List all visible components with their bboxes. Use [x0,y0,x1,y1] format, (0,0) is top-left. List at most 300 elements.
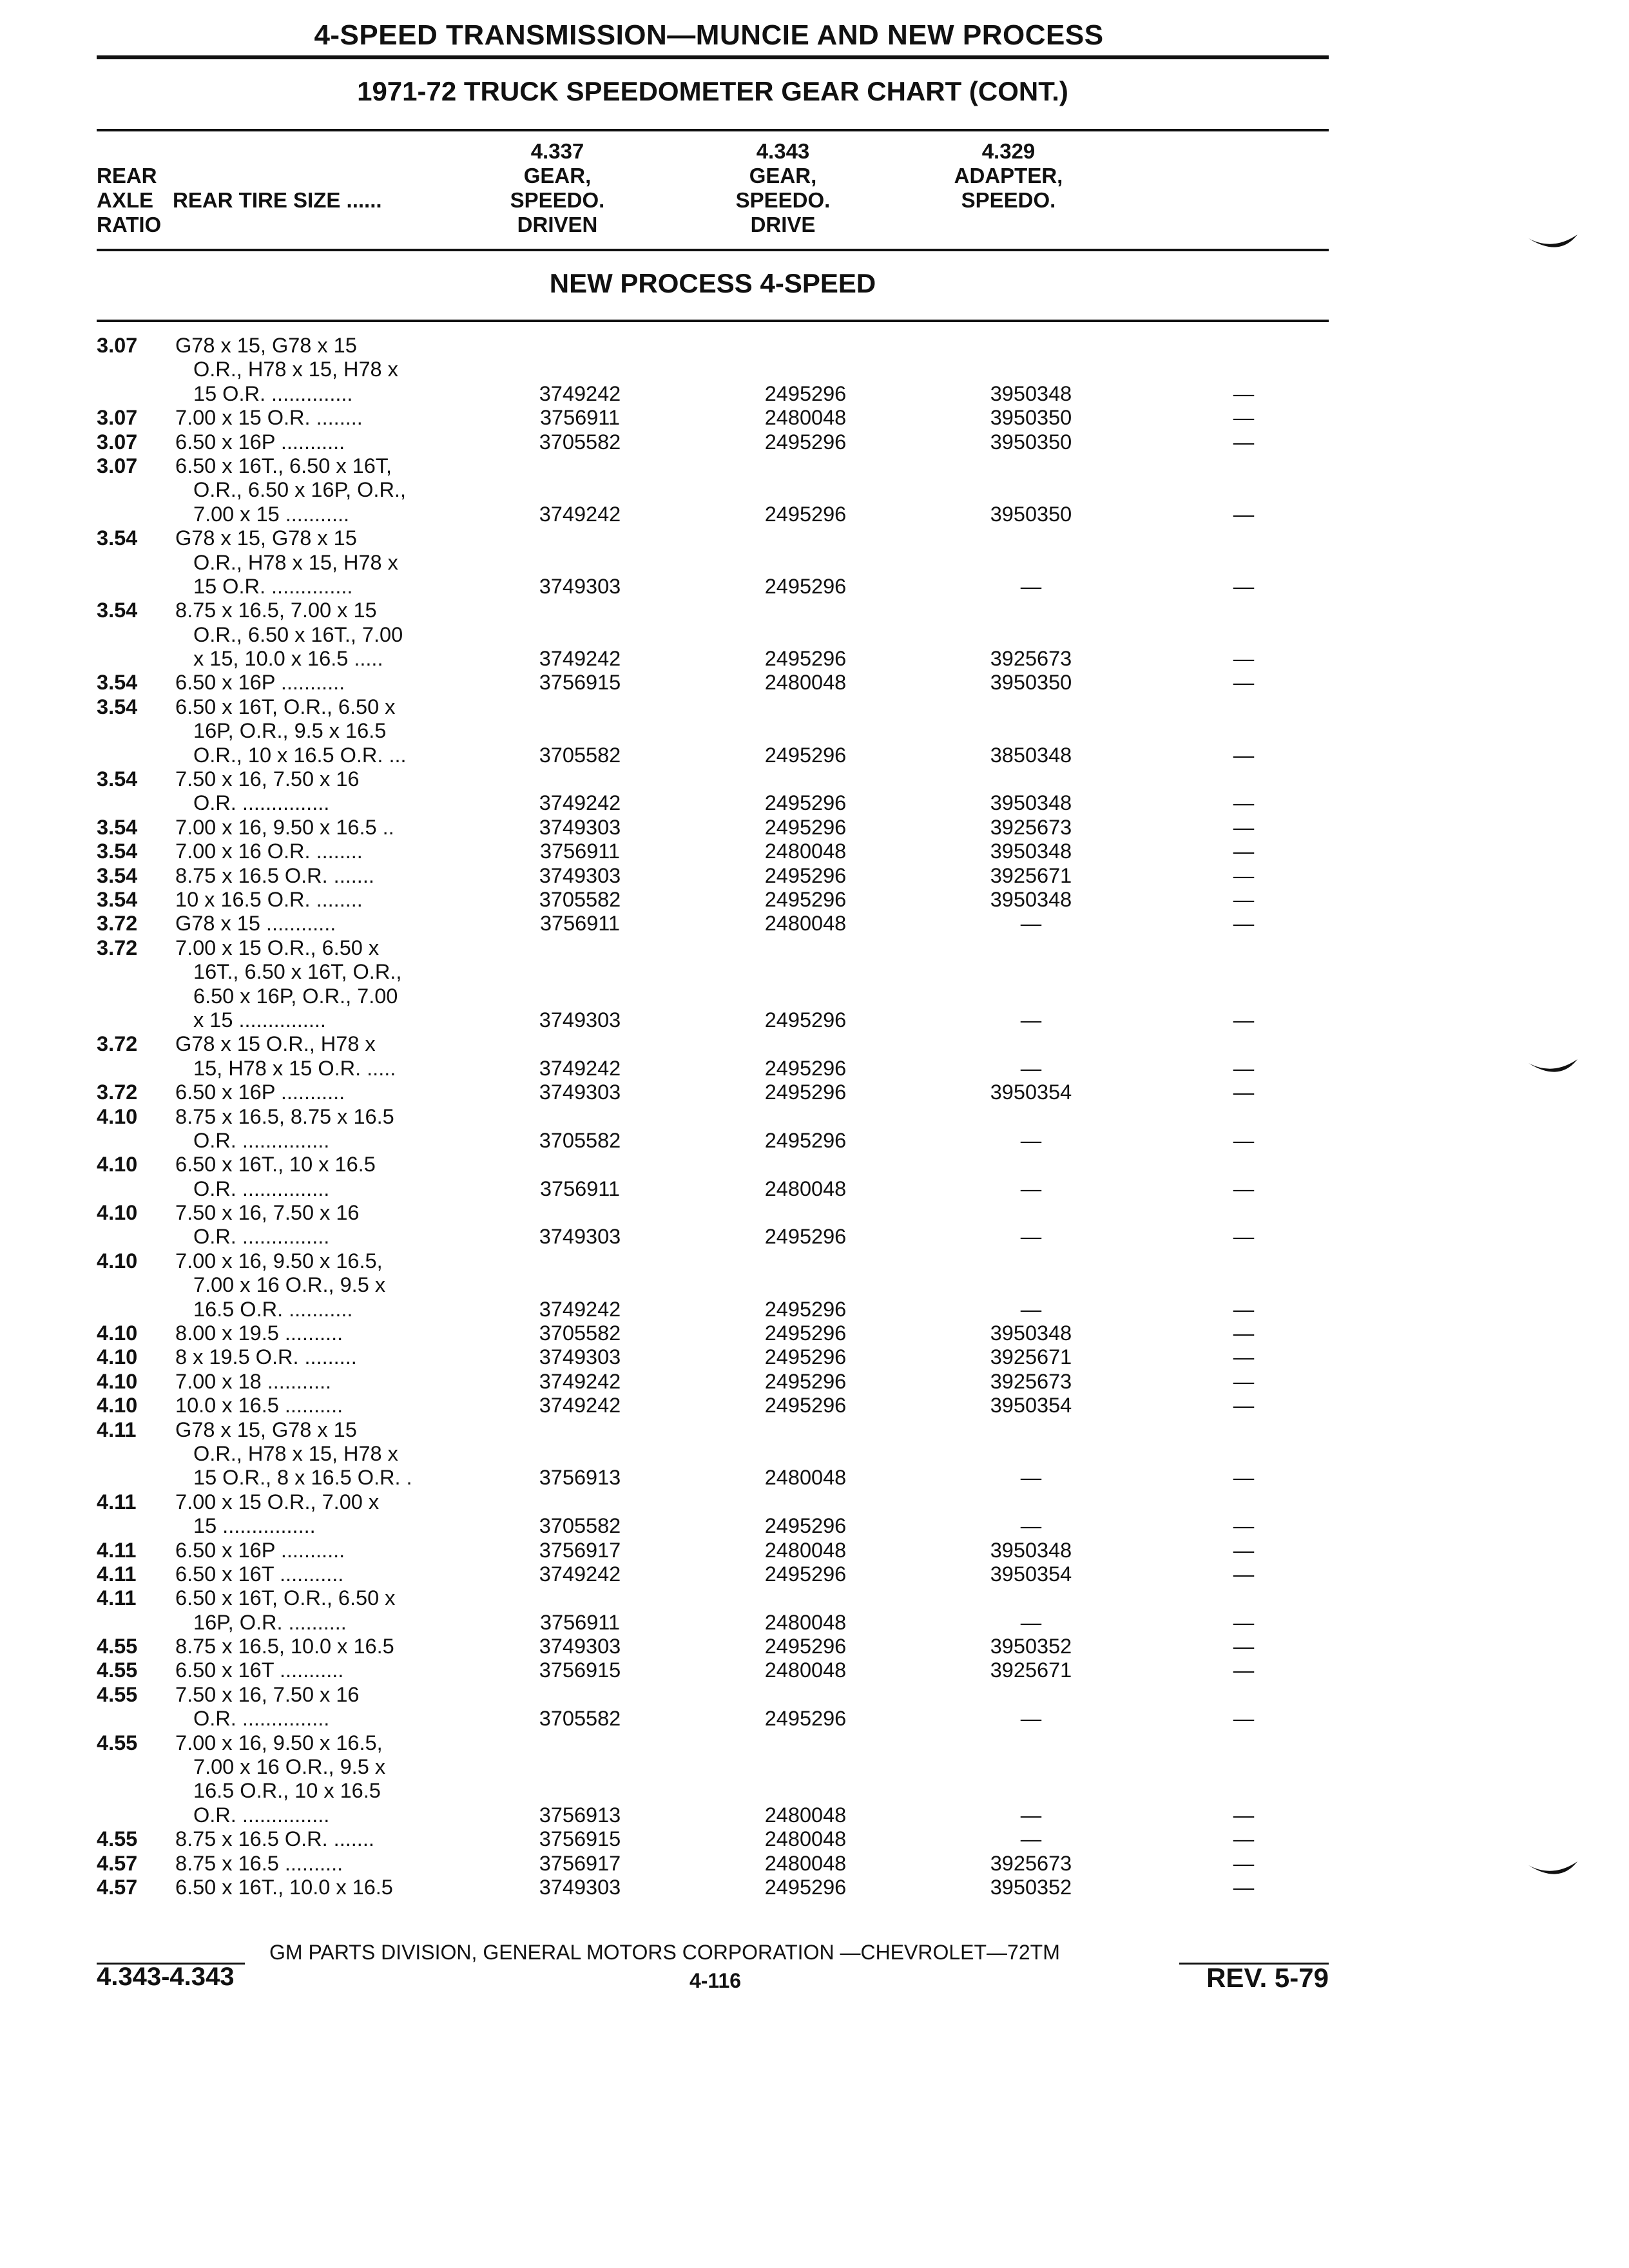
table-row [97,816,1329,840]
tire-size-cell: 15, H78 x 15 O.R. ..... [193,1056,396,1080]
axle-ratio-cell: 4.55 [97,1827,138,1851]
axle-ratio-cell: 4.55 [97,1658,138,1682]
header-driven-line2: GEAR, [523,164,592,187]
dash-cell: — [1233,1128,1255,1152]
table-row [97,1345,1329,1369]
table-row [97,1153,1329,1177]
adapter-cell: 3925671 [990,863,1072,887]
drive-gear-cell: 2480048 [764,406,847,430]
tire-size-cell: 15 O.R., 8 x 16.5 O.R. . [193,1466,412,1490]
tire-size-cell: 16.5 O.R. ........... [193,1297,353,1321]
table-row [97,1731,1329,1755]
table-row [97,1081,1329,1104]
tire-size-cell: 7.00 x 16 O.R., 9.5 x [193,1755,386,1779]
table-row [97,1057,1329,1081]
dash-cell: — [1233,381,1255,405]
drive-gear-cell: 2495296 [764,791,847,815]
binding-mark [1527,1057,1579,1082]
tire-size-cell: 8.75 x 16.5, 8.75 x 16.5 [175,1104,394,1128]
tire-size-cell: 15 O.R. .............. [193,381,353,405]
tire-size-cell: 6.50 x 16P ........... [175,1538,345,1562]
table-row [97,744,1329,767]
driven-gear-cell: 3749242 [539,502,621,526]
tire-size-cell: 6.50 x 16P, O.R., 7.00 [193,984,398,1008]
table-row [97,623,1329,647]
tire-size-cell: 6.50 x 16T., 10 x 16.5 [175,1153,376,1177]
table-row [97,334,1329,358]
table-row [97,1225,1329,1249]
driven-gear-cell: 3705582 [539,430,621,454]
driven-gear-cell: 3749303 [539,1345,621,1369]
table-row [97,888,1329,912]
adapter-cell: — [1020,1225,1042,1249]
tire-size-cell: 7.50 x 16, 7.50 x 16 [175,1682,360,1706]
table-row [97,671,1329,695]
driven-gear-cell: 3749242 [539,381,621,405]
adapter-cell: 3950350 [990,406,1072,430]
adapter-cell: — [1020,1466,1042,1490]
driven-gear-cell: 3756913 [539,1466,621,1490]
tire-size-cell: 7.00 x 16, 9.50 x 16.5, [175,1731,383,1754]
dash-cell: — [1233,430,1255,454]
table-row [97,503,1329,526]
axle-ratio-cell: 4.10 [97,1201,138,1225]
driven-gear-cell: 3749242 [539,1297,621,1321]
axle-ratio-cell: 4.10 [97,1369,138,1393]
table-row [97,1683,1329,1707]
table-row [97,1032,1329,1056]
tire-size-cell: 7.00 x 15 ........... [193,502,350,526]
driven-gear-cell: 3756915 [539,1827,621,1851]
table-row [97,1611,1329,1635]
table-row [97,1177,1329,1201]
tire-size-cell: 7.00 x 15 O.R. ........ [175,406,363,430]
table-row [97,1562,1329,1586]
driven-gear-cell: 3749242 [539,1394,621,1418]
tire-size-cell: x 15 ............... [193,1008,326,1032]
tire-size-cell: 6.50 x 16T, O.R., 6.50 x [175,1586,396,1610]
axle-ratio-cell: 3.54 [97,887,138,911]
dash-cell: — [1233,815,1255,839]
drive-gear-cell: 2495296 [764,1394,847,1418]
header-axle: AXLE [97,188,154,212]
dash-cell: — [1233,671,1255,695]
adapter-cell: 3925673 [990,815,1072,839]
drive-gear-cell: 2495296 [764,574,847,598]
dash-cell: — [1233,791,1255,815]
dash-cell: — [1233,840,1255,863]
axle-ratio-cell: 4.11 [97,1418,137,1441]
driven-gear-cell: 3749303 [539,1008,621,1032]
axle-ratio-cell: 3.07 [97,334,138,357]
table-row [97,1779,1329,1803]
adapter-cell: — [1020,1056,1042,1080]
tire-size-cell: O.R., 6.50 x 16P, O.R., [193,478,406,502]
table-row [97,1852,1329,1876]
table-row [97,864,1329,888]
drive-gear-cell: 2495296 [764,1876,847,1899]
tire-size-cell: 6.50 x 16T ........... [175,1562,344,1586]
tire-size-cell: 7.00 x 16 O.R., 9.5 x [193,1273,386,1297]
dash-cell: — [1233,887,1255,911]
tire-size-cell: O.R. ............... [193,1707,330,1731]
table-row [97,1298,1329,1321]
drive-gear-cell: 2480048 [764,1466,847,1490]
tire-size-cell: 7.00 x 16, 9.50 x 16.5 .. [175,815,394,839]
adapter-cell: 3850348 [990,743,1072,767]
axle-ratio-cell: 3.54 [97,767,138,791]
header-speedo-adapter [938,139,1079,213]
tire-size-cell: 16P, O.R. .......... [193,1610,347,1634]
page-number: 4-116 [689,1969,742,1992]
tire-size-cell: 7.00 x 15 O.R., 7.00 x [175,1490,380,1514]
tire-size-cell: O.R., H78 x 15, H78 x [193,550,398,574]
adapter-cell: 3950348 [990,1321,1072,1345]
adapter-cell: 3950348 [990,381,1072,405]
dash-cell: — [1233,574,1255,598]
drive-gear-cell: 2495296 [764,1562,847,1586]
tire-size-cell: 7.00 x 18 ........... [175,1369,332,1393]
tire-size-cell: 7.00 x 16, 9.50 x 16.5, [175,1249,383,1273]
axle-ratio-cell: 3.72 [97,936,138,959]
tire-size-cell: 16P, O.R., 9.5 x 16.5 [193,719,387,743]
dash-cell: — [1233,1658,1255,1682]
driven-gear-cell: 3749303 [539,1635,621,1658]
dash-cell: — [1233,1635,1255,1658]
header-bottom-rule [97,249,1329,251]
tire-size-cell: 6.50 x 16P ........... [175,1081,345,1104]
dash-cell: — [1233,1008,1255,1032]
driven-gear-cell: 3749303 [539,1225,621,1249]
table-row [97,791,1329,815]
header-driven-line3: SPEEDO. [510,188,605,212]
header-adapter-part: 4.329 [981,139,1036,163]
tire-size-cell: 10 x 16.5 O.R. ........ [175,887,363,911]
adapter-cell: 3925671 [990,1345,1072,1369]
tire-size-cell: G78 x 15, G78 x 15 [175,334,357,357]
driven-gear-cell: 3749242 [539,647,621,671]
table-row [97,551,1329,575]
driven-gear-cell: 3705582 [539,1128,621,1152]
drive-gear-cell: 2495296 [764,1369,847,1393]
header-rear: REAR [97,164,157,187]
revision-label: REV. 5-79 [1206,1963,1329,1993]
drive-gear-cell: 2495296 [764,502,847,526]
table-row [97,1129,1329,1153]
axle-ratio-cell: 3.54 [97,671,138,695]
tire-size-cell: O.R., H78 x 15, H78 x [193,358,398,381]
header-drive-part: 4.343 [756,139,810,163]
axle-ratio-cell: 3.07 [97,430,138,454]
table-row [97,960,1329,984]
gear-chart-table [97,334,1329,1899]
tire-size-cell: x 15, 10.0 x 16.5 ..... [193,647,383,671]
dash-cell: — [1233,647,1255,671]
tire-size-cell: 16.5 O.R., 10 x 16.5 [193,1779,381,1803]
dash-cell: — [1233,1394,1255,1418]
tire-size-cell: 8.75 x 16.5, 10.0 x 16.5 [175,1635,394,1658]
dash-cell: — [1233,1345,1255,1369]
header-drive-line2: GEAR, [749,164,817,187]
binding-mark [1527,232,1579,258]
tire-size-cell: 8.00 x 19.5 .......... [175,1321,343,1345]
tire-size-cell: 8.75 x 16.5 .......... [175,1851,343,1875]
tire-size-cell: O.R. ............... [193,791,330,815]
drive-gear-cell: 2495296 [764,1081,847,1104]
table-row [97,526,1329,550]
table-row [97,1249,1329,1273]
table-row [97,1201,1329,1225]
tire-size-cell: 6.50 x 16T., 6.50 x 16T, [175,454,392,477]
dash-cell: — [1233,1803,1255,1827]
table-row [97,1321,1329,1345]
table-row [97,406,1329,430]
tire-size-cell: 6.50 x 16T ........... [175,1658,344,1682]
adapter-cell: 3950348 [990,887,1072,911]
driven-gear-cell: 3749303 [539,1876,621,1899]
drive-gear-cell: 2495296 [764,743,847,767]
tire-size-cell: 8.75 x 16.5 O.R. ....... [175,1827,374,1851]
tire-size-cell: 8.75 x 16.5, 7.00 x 15 [175,599,377,622]
tire-size-cell: 7.00 x 15 O.R., 6.50 x [175,936,380,959]
driven-gear-cell: 3705582 [539,1707,621,1731]
table-row [97,1394,1329,1418]
table-row [97,936,1329,960]
adapter-cell: 3950348 [990,1538,1072,1562]
adapter-cell: — [1020,1514,1042,1538]
drive-gear-cell: 2480048 [764,1538,847,1562]
adapter-cell: 3925673 [990,1369,1072,1393]
axle-ratio-cell: 4.10 [97,1321,138,1345]
table-row [97,647,1329,671]
drive-gear-cell: 2495296 [764,1707,847,1731]
drive-gear-cell: 2480048 [764,1177,847,1200]
drive-gear-cell: 2480048 [764,1803,847,1827]
driven-gear-cell: 3756917 [539,1851,621,1875]
header-adapter-line2: ADAPTER, [954,164,1063,187]
adapter-cell: 3950350 [990,671,1072,695]
header-adapter-line3: SPEEDO. [961,188,1056,212]
drive-gear-cell: 2495296 [764,863,847,887]
adapter-cell: 3950348 [990,840,1072,863]
table-row [97,1755,1329,1779]
driven-gear-cell: 3705582 [539,743,621,767]
tire-size-cell: O.R., 10 x 16.5 O.R. ... [193,743,407,767]
adapter-cell: 3950354 [990,1394,1072,1418]
table-row [97,767,1329,791]
drive-gear-cell: 2495296 [764,815,847,839]
axle-ratio-cell: 4.11 [97,1538,137,1562]
axle-ratio-cell: 4.10 [97,1345,138,1369]
header-ratio: RATIO [97,213,162,236]
drive-gear-cell: 2495296 [764,887,847,911]
axle-ratio-cell: 4.55 [97,1682,138,1706]
tire-size-cell: O.R. ............... [193,1225,330,1249]
drive-gear-cell: 2480048 [764,1851,847,1875]
dash-cell: — [1233,1297,1255,1321]
axle-ratio-cell: 4.57 [97,1876,138,1899]
dash-cell: — [1233,1056,1255,1080]
table-row [97,478,1329,502]
driven-gear-cell: 3756911 [539,1610,621,1634]
driven-gear-cell: 3749242 [539,1056,621,1080]
driven-gear-cell: 3749303 [539,1081,621,1104]
tire-size-cell: 8 x 19.5 O.R. ......... [175,1345,357,1369]
table-row [97,912,1329,936]
drive-gear-cell: 2480048 [764,912,847,936]
axle-ratio-cell: 4.10 [97,1394,138,1418]
drive-gear-cell: 2495296 [764,1321,847,1345]
adapter-cell: — [1020,1610,1042,1634]
table-row [97,454,1329,478]
dash-cell: — [1233,1562,1255,1586]
drive-gear-cell: 2495296 [764,430,847,454]
driven-gear-cell: 3756911 [539,912,621,936]
dash-cell: — [1233,1610,1255,1634]
chart-subtitle: 1971-72 TRUCK SPEEDOMETER GEAR CHART (CONT.) [357,76,1068,106]
adapter-cell: — [1020,1128,1042,1152]
dash-cell: — [1233,912,1255,936]
table-row [97,695,1329,719]
table-row [97,1803,1329,1827]
axle-ratio-cell: 4.10 [97,1249,138,1273]
drive-gear-cell: 2495296 [764,1056,847,1080]
adapter-cell: 3950348 [990,791,1072,815]
table-row [97,575,1329,599]
tire-size-cell: O.R. ............... [193,1128,330,1152]
tire-size-cell: G78 x 15, G78 x 15 [175,1418,357,1441]
adapter-cell: 3950352 [990,1635,1072,1658]
section-title: NEW PROCESS 4-SPEED [549,268,876,298]
drive-gear-cell: 2495296 [764,1514,847,1538]
drive-gear-cell: 2495296 [764,1225,847,1249]
drive-gear-cell: 2480048 [764,1827,847,1851]
header-drive-line3: SPEEDO. [735,188,831,212]
table-row [97,719,1329,743]
tire-size-cell: O.R., 6.50 x 16T., 7.00 [193,622,403,646]
dash-cell: — [1233,1514,1255,1538]
table-row [97,1466,1329,1490]
axle-ratio-cell: 4.55 [97,1635,138,1658]
table-row [97,1370,1329,1394]
table-row [97,1105,1329,1129]
tire-size-cell: 6.50 x 16P ........... [175,430,345,454]
driven-gear-cell: 3749303 [539,574,621,598]
table-row [97,599,1329,622]
tire-size-cell: 7.50 x 16, 7.50 x 16 [175,767,360,791]
tire-size-cell: G78 x 15 O.R., H78 x [175,1032,376,1056]
table-row [97,985,1329,1008]
dash-cell: — [1233,1177,1255,1200]
adapter-cell: — [1020,1803,1042,1827]
table-row [97,1876,1329,1899]
tire-size-cell: 6.50 x 16T, O.R., 6.50 x [175,695,396,718]
drive-gear-cell: 2495296 [764,647,847,671]
driven-gear-cell: 3756911 [539,840,621,863]
driven-gear-cell: 3749303 [539,863,621,887]
adapter-cell: 3950352 [990,1876,1072,1899]
axle-ratio-cell: 4.10 [97,1153,138,1177]
header-driven-part: 4.337 [530,139,584,163]
adapter-cell: 3925673 [990,647,1072,671]
table-row [97,1273,1329,1297]
axle-ratio-cell: 3.72 [97,1081,138,1104]
adapter-cell: — [1020,1827,1042,1851]
table-row [97,1539,1329,1562]
header-rear-axle-ratio [97,164,161,237]
dash-cell: — [1233,406,1255,430]
tire-size-cell: O.R. ............... [193,1177,330,1200]
dash-cell: — [1233,1369,1255,1393]
adapter-cell: 3950350 [990,430,1072,454]
driven-gear-cell: 3756915 [539,1658,621,1682]
adapter-cell: — [1020,1177,1042,1200]
table-row [97,1658,1329,1682]
tire-size-cell: O.R. ............... [193,1803,330,1827]
drive-gear-cell: 2480048 [764,671,847,695]
tire-size-cell: 7.00 x 16 O.R. ........ [175,840,363,863]
title-rule [97,55,1329,59]
axle-ratio-cell: 3.54 [97,695,138,718]
header-rear-tire-size: REAR TIRE SIZE ...... [173,188,382,212]
table-row [97,1418,1329,1442]
dash-cell: — [1233,1081,1255,1104]
tire-size-cell: 15 O.R. .............. [193,574,353,598]
dash-cell: — [1233,502,1255,526]
adapter-cell: — [1020,574,1042,598]
dash-cell: — [1233,1851,1255,1875]
dash-cell: — [1233,1876,1255,1899]
table-row [97,1827,1329,1851]
axle-ratio-cell: 4.57 [97,1851,138,1875]
dash-cell: — [1233,1827,1255,1851]
dash-cell: — [1233,1707,1255,1731]
dash-cell: — [1233,1321,1255,1345]
tire-size-cell: G78 x 15, G78 x 15 [175,526,357,550]
tire-size-cell: 7.50 x 16, 7.50 x 16 [175,1201,360,1225]
table-row [97,1008,1329,1032]
drive-gear-cell: 2480048 [764,1610,847,1634]
axle-ratio-cell: 3.54 [97,599,138,622]
header-driven-line4: DRIVEN [517,213,598,236]
axle-ratio-cell: 4.10 [97,1104,138,1128]
table-row [97,1490,1329,1514]
driven-gear-cell: 3749242 [539,1369,621,1393]
drive-gear-cell: 2495296 [764,1128,847,1152]
axle-ratio-cell: 3.54 [97,863,138,887]
drive-gear-cell: 2480048 [764,1658,847,1682]
table-row [97,382,1329,406]
header-top-rule [97,129,1329,131]
drive-gear-cell: 2480048 [764,840,847,863]
axle-ratio-cell: 3.54 [97,840,138,863]
footer-code: 4.343-4.343 [97,1963,235,1991]
axle-ratio-cell: 3.72 [97,912,138,936]
dash-cell: — [1233,1225,1255,1249]
header-drive-line4: DRIVE [750,213,816,236]
dash-cell: — [1233,743,1255,767]
dash-cell: — [1233,1466,1255,1490]
header-speedo-drive [712,139,854,237]
adapter-cell: 3950354 [990,1081,1072,1104]
adapter-cell: 3925673 [990,1851,1072,1875]
driven-gear-cell: 3749303 [539,815,621,839]
page-title: 4-SPEED TRANSMISSION—MUNCIE AND NEW PROCESS [314,19,1104,51]
drive-gear-cell: 2495296 [764,1008,847,1032]
axle-ratio-cell: 3.07 [97,454,138,477]
adapter-cell: 3950350 [990,502,1072,526]
footer-publisher: GM PARTS DIVISION, GENERAL MOTORS CORPORATION —CHEVROLET—72TM [269,1941,1060,1964]
